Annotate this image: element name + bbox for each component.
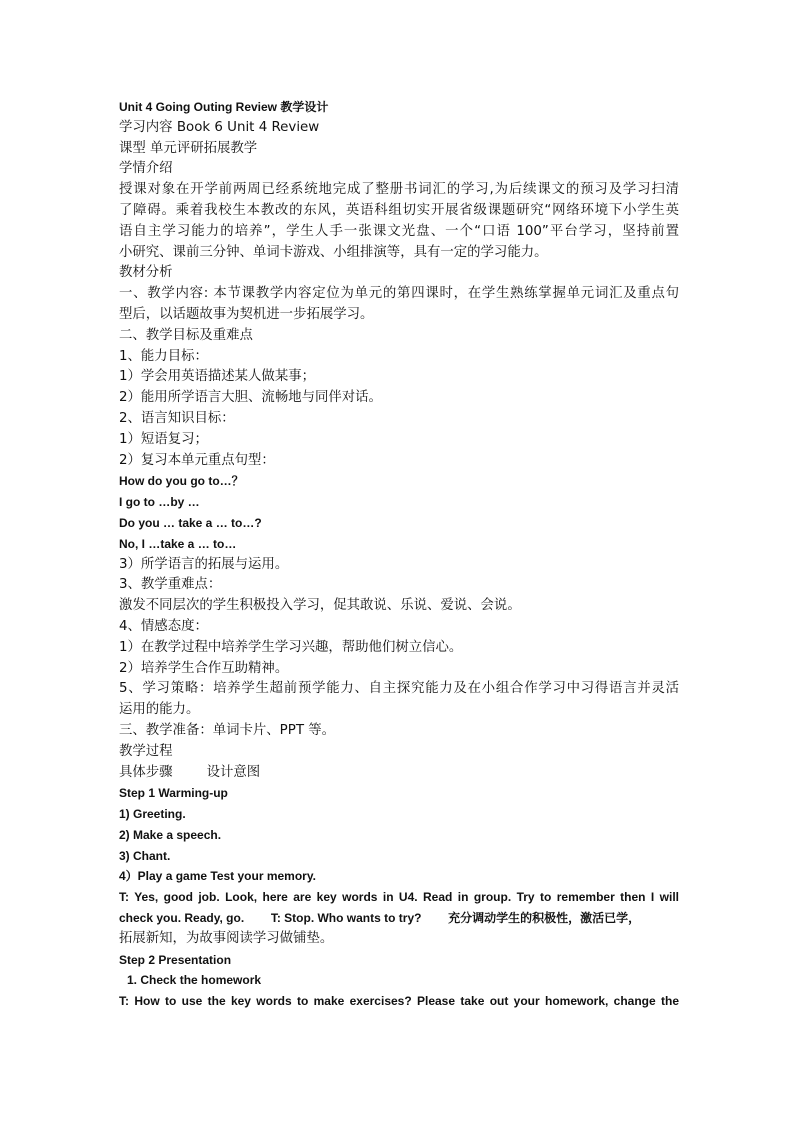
step2-text: T: How to use the key words to make exercises? Please take out your homework, change the xyxy=(119,994,679,1009)
language-item: 2）复习本单元重点句型： xyxy=(119,452,275,468)
strategy-line: 运用的能力。 xyxy=(119,702,200,718)
attitude-heading: 4、情感态度： xyxy=(119,618,208,634)
sentence-pattern: How do you go to…？ xyxy=(119,474,244,489)
step2-heading: Step 2 Presentation xyxy=(119,952,232,967)
step1-item: 3) Chant. xyxy=(119,848,171,863)
step1-heading: Step 1 Warming-up xyxy=(119,786,228,801)
strategy-line: 5、学习策略：培养学生超前预学能力、自主探究能力及在小组合作学习中习得语言并灵活 xyxy=(119,681,679,697)
sentence-pattern: I go to …by … xyxy=(119,495,200,510)
process-heading: 教学过程 xyxy=(119,743,173,759)
students-paragraph-line: 小研究、课前三分钟、单词卡游戏、小组排演等，具有一定的学习能力。 xyxy=(119,244,548,260)
attitude-item: 2）培养学生合作互助精神。 xyxy=(119,660,289,676)
materials-heading: 教材分析 xyxy=(119,265,173,281)
step1-dialog-line: T: Yes, good job. Look, here are key words in U4. Read in group. Try to remember then I will xyxy=(119,890,679,905)
goals-heading: 二、教学目标及重难点 xyxy=(119,327,253,343)
lesson-type: 课型 单元评研拓展教学 xyxy=(119,140,258,156)
attitude-item: 1）在教学过程中培养学生学习兴趣，帮助他们树立信心。 xyxy=(119,639,463,655)
content-paragraph-line: 一、教学内容: 本节课教学内容定位为单元的第四课时，在学生熟练掌握单元词汇及重点句 xyxy=(119,286,679,302)
steps-header: 具体步骤 设计意图 xyxy=(119,764,261,780)
step2-item: 1. Check the homework xyxy=(127,973,262,988)
step1-item: 2) Make a speech. xyxy=(119,827,222,842)
language-item: 3）所学语言的拓展与运用。 xyxy=(119,556,289,572)
ability-item: 1）学会用英语描述某人做某事； xyxy=(119,369,315,385)
key-heading: 3、教学重难点： xyxy=(119,577,222,593)
preparation-text: 三、教学准备：单词卡片、PPT 等。 xyxy=(119,722,336,738)
document-title: Unit 4 Going Outing Review 教学设计 xyxy=(119,100,329,114)
step1-item: 1) Greeting. xyxy=(119,807,186,822)
ability-heading: 1、能力目标： xyxy=(119,348,208,364)
ability-item: 2）能用所学语言大胆、流畅地与同伴对话。 xyxy=(119,390,382,406)
step1-dialog-line: check you. Ready, go. T: Stop. Who wants to try? 充分调动学生的积极性，激活已学， xyxy=(119,911,641,926)
lesson-plan-body xyxy=(119,97,679,1012)
students-paragraph-line: 语自主学习能力的培养”，学生人手一张课文光盘、一个“口语 100”平台学习，坚持前置 xyxy=(119,223,679,239)
step1-item: 4）Play a game Test your memory. xyxy=(119,869,316,884)
sentence-pattern: Do you … take a … to…? xyxy=(119,515,262,530)
students-heading: 学情介绍 xyxy=(119,161,173,177)
students-paragraph-line: 了障碍。乘着我校生本教改的东风，英语科组切实开展省级课题研究“网络环境下小学生英 xyxy=(119,202,679,218)
students-paragraph-line: 授课对象在开学前两周已经系统地完成了整册书词汇的学习,为后续课文的预习及学习扫清 xyxy=(119,182,679,198)
content-line: 学习内容 Book 6 Unit 4 Review xyxy=(119,119,320,135)
sentence-pattern: No, I …take a … to… xyxy=(119,536,237,551)
language-item: 1）短语复习； xyxy=(119,431,208,447)
language-heading: 2、语言知识目标： xyxy=(119,410,235,426)
content-paragraph-line: 型后，以话题故事为契机进一步拓展学习。 xyxy=(119,306,374,322)
step1-dialog-line: 拓展新知，为故事阅读学习做铺垫。 xyxy=(119,930,334,946)
key-text: 激发不同层次的学生积极投入学习，促其敢说、乐说、爱说、会说。 xyxy=(119,598,521,614)
